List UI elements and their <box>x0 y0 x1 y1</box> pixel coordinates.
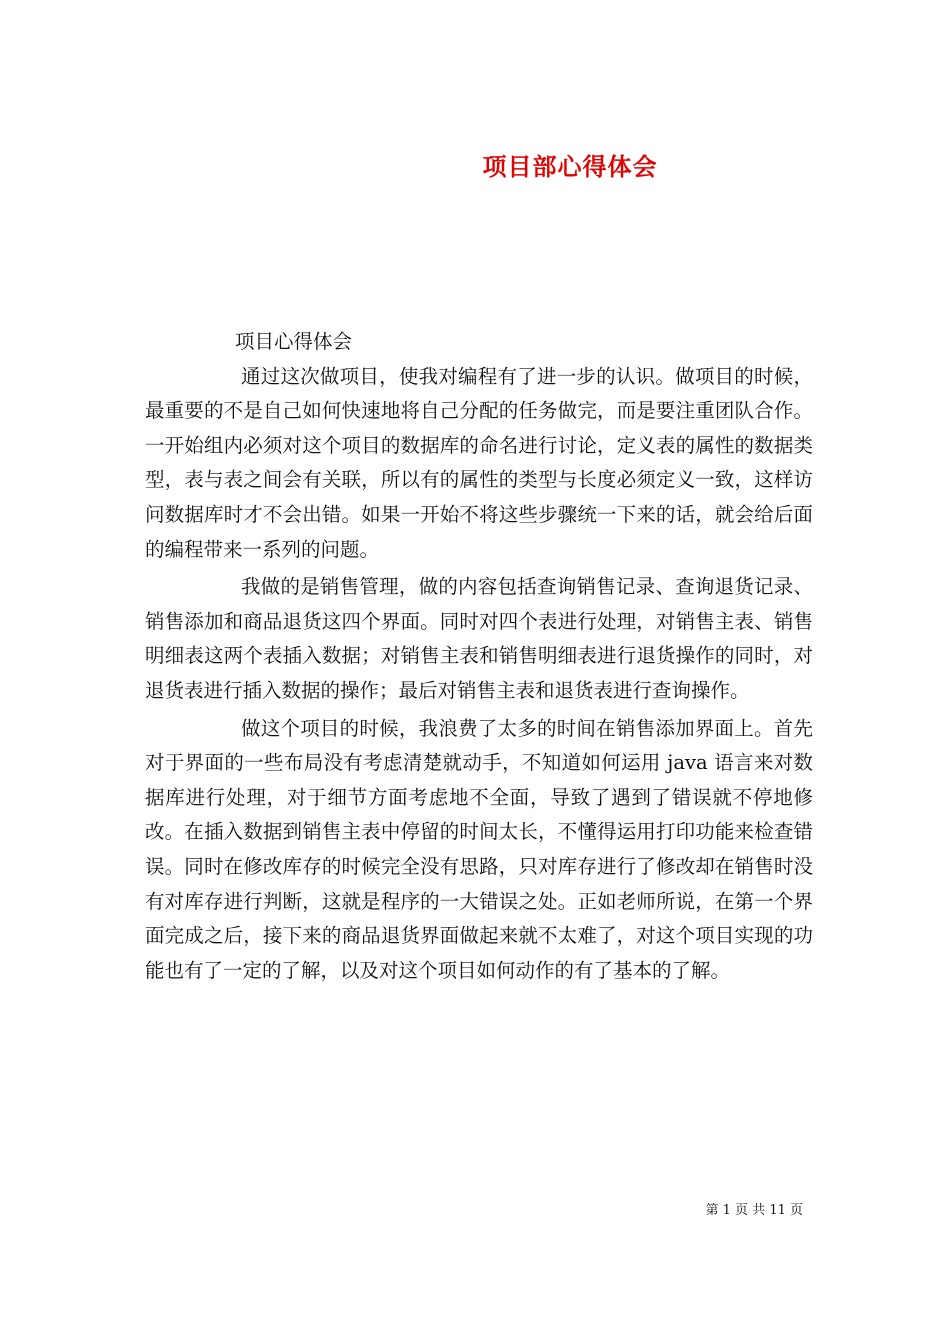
document-subtitle: 项目心得体会 <box>235 330 353 353</box>
page-number-footer: 第 1 页 共 11 页 <box>705 1203 803 1218</box>
page-title: 项目部心得体会 <box>482 152 658 182</box>
document-body <box>145 325 813 988</box>
paragraph-1: 通过这次做项目，使我对编程有了进一步的认识。做项目的时候，最重要的不是自己如何快速地将自己分配的任务做完，而是要注重团队合作。一开始组内必须对这个项目的数据库的命名进行讨论，定义表的属性的数据类型，表与表之间会有关联，所以有的属性的类型与长度必须定义一致，这样访问数据库时才不会出错。如果一开始不将这些步骤统一下来的话，就会给后面的编程带来一系列的问题。 <box>145 364 813 561</box>
paragraph-3: 做这个项目的时候，我浪费了太多的时间在销售添加界面上。首先对于界面的一些布局没有考虑清楚就动手，不知道如何运用 java 语言来对数据库进行处理，对于细节方面考虑地不全面，导致了遇到了错误就不停地修改。在插入数据到销售主表中停留的时间太长，不懂得运用打印功能来检查错误。同时在修改库存的时候完全没有思路，只对库存进行了修改却在销售时没有对库存进行判断，这就是程序的一大错误之处。正如老师所说，在第一个界面完成之后，接下来的商品退货界面做起来就不太难了，对这个项目实现的功能也有了一定的了解，以及对这个项目如何动作的有了基本的了解。 <box>145 716 813 982</box>
paragraph-2: 我做的是销售管理，做的内容包括查询销售记录、查询退货记录、销售添加和商品退货这四个界面。同时对四个表进行处理，对销售主表、销售明细表这两个表插入数据；对销售主表和销售明细表进行退货操作的同时，对退货表进行插入数据的操作；最后对销售主表和退货表进行查询操作。 <box>145 575 813 702</box>
